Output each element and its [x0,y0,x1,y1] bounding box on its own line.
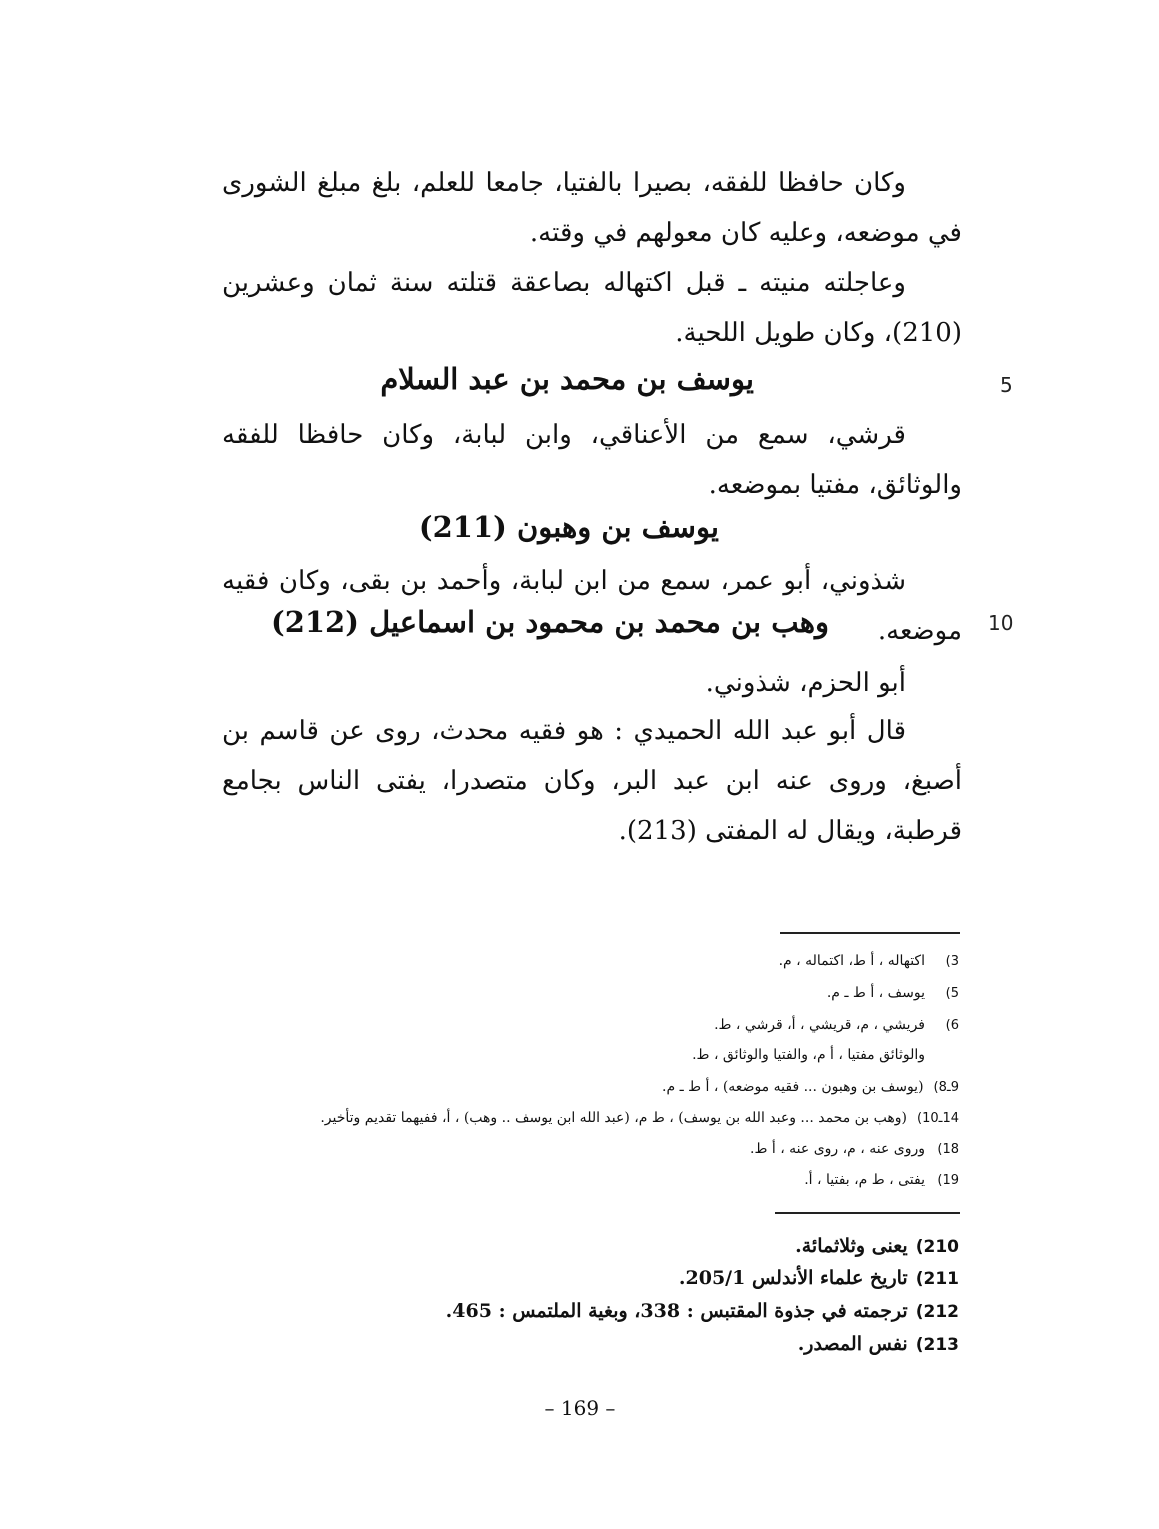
line-number-10: 10 [988,611,1014,635]
footnote: 212)ترجمته في جذوة المقتبس : 338، وبغية الملتمس : 465. [445,1300,959,1322]
apparatus-rule [780,932,960,934]
footnote: 211)تاريخ علماء الأندلس 205/1. [678,1267,959,1289]
variant-note: 5)يوسف ، أ ط ـ م. [826,985,959,1001]
entry-heading-3: وهب بن محمد بن محمود بن اسماعيل (212) [270,605,829,639]
body-paragraph-4: شذوني، أبو عمر، سمع من ابن لبابة، وأحمد بن بقى، وكان فقيه موضعه. [222,566,962,646]
variant-note: 6)فريشي ، م، قريشي ، أ، قرشي ، ط. [714,1017,959,1033]
entry-heading-1: يوسف بن محمد بن عبد السلام [380,362,754,396]
variant-note: والوثائق مفتيا ، أ م، والفتيا والوثائق ، ط. [692,1047,925,1063]
entry-heading-2: يوسف بن وهبون (211) [418,510,719,544]
body-paragraph-3: قرشي، سمع من الأعناقي، وابن لبابة، وكان حافظا للفقه والوثائق، مفتيا بموضعه. [222,420,962,500]
variant-note: 9ـ8)(يوسف بن وهبون ... فقيه موضعه) ، أ ط ـ م. [662,1079,959,1095]
page-number: – 169 – [544,1396,616,1420]
footnote: 213)نفس المصدر. [797,1333,959,1355]
variant-note: 3)اكتهاله ، أ ط، اكتماله ، م. [778,953,959,969]
variant-note: 14ـ10)(وهب بن محمد ... وعبد الله بن يوسف) ، ط م، (عبد الله ابن يوسف .. وهب) ، أ، ففيهما تقديم وتأخير. [320,1110,959,1126]
body-paragraph-5: أبو الحزم، شذوني. [705,668,906,698]
body-paragraph-6: قال أبو عبد الله الحميدي : هو فقيه محدث، روى عن قاسم بن أصبغ، وروى عنه ابن عبد البر، وكان متصدرا، يفتى الناس بجامع قرطبة، ويقال له المفتى (213). [222,716,962,846]
variant-note: 18)وروى عنه ، م، روى عنه ، أ ط. [750,1141,959,1157]
line-number-5: 5 [1000,373,1013,397]
footnote-rule [775,1212,960,1214]
body-paragraph-1: وكان حافظا للفقه، بصيرا بالفتيا، جامعا للعلم، بلغ مبلغ الشورى في موضعه، وعليه كان معولهم في وقته. [222,168,962,248]
variant-note: 19)يفتى ، ط م، بفتيا ، أ. [804,1172,959,1188]
footnote: 210)يعنى وثلاثمائة. [795,1235,959,1257]
body-paragraph-2: وعاجلته منيته ـ قبل اكتهاله بصاعقة قتلته سنة ثمان وعشرين (210)، وكان طويل اللحية. [222,268,962,348]
